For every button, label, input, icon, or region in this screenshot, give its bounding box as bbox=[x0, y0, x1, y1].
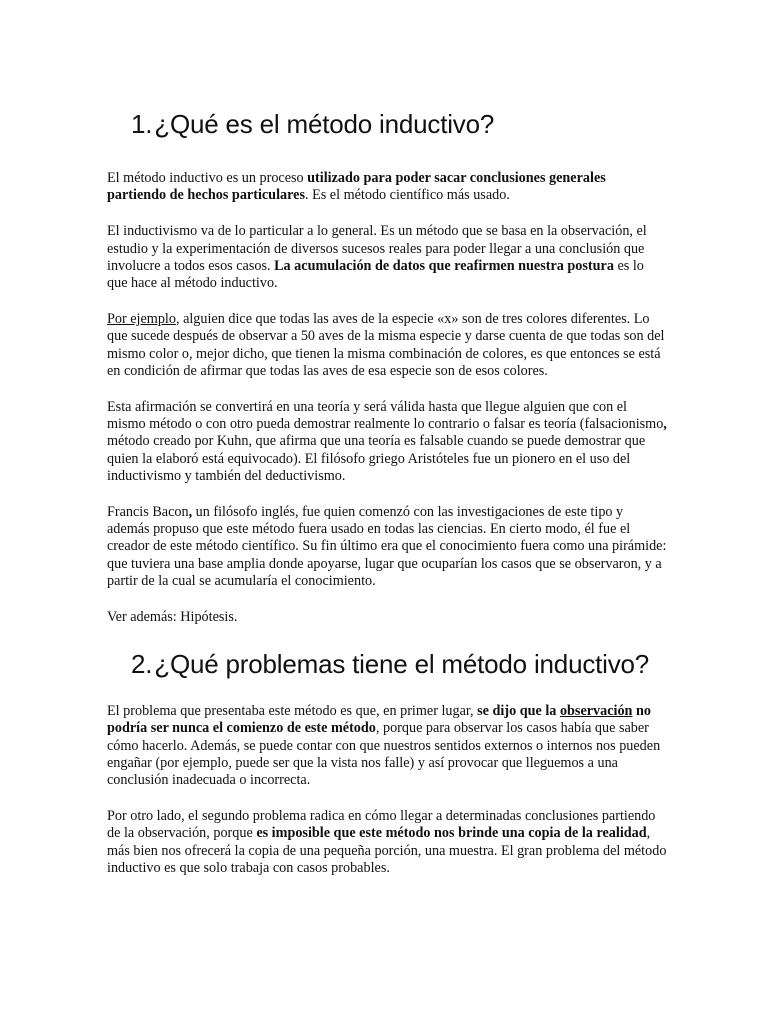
section-1-paragraph-1 bbox=[107, 170, 667, 204]
observacion-link[interactable]: observación bbox=[559, 703, 633, 720]
section-1-see-also: Ver además: Hipótesis. bbox=[107, 609, 238, 626]
section-2-title: ¿Qué problemas tiene el método inductivo? bbox=[154, 649, 650, 680]
text-run: Esta afirmación se convertirá en una teoría y será válida hasta que llegue alguien que con el mismo método o con otro pueda demostrar realmente lo contrario o falsar es teoría (falsacionismo bbox=[107, 399, 664, 433]
section-1-paragraph-2 bbox=[107, 223, 667, 292]
text-run: Por otro lado, el segundo problema radica en cómo llegar a determinadas conclusiones partiendo de la observación, porque bbox=[107, 808, 656, 842]
document-content bbox=[107, 108, 667, 896]
section-1-paragraph-5 bbox=[107, 504, 667, 590]
section-2-paragraph-2 bbox=[107, 808, 667, 877]
text-run: , porque para observar los casos había que saber cómo hacerlo. Además, se puede contar con que nuestros sentidos externos o internos nos pueden engañar (por ejemplo, puede ser que la vista nos falle) y así provocar que lleguemos a una conclusión inadecuada o incorrecta. bbox=[107, 720, 661, 789]
text-run: . Es el método científico más usado. bbox=[304, 187, 510, 204]
text-run: es lo que hace al método inductivo. bbox=[107, 257, 644, 292]
bold-text: se dijo que la bbox=[477, 703, 560, 720]
text-run: El método inductivo es un proceso bbox=[107, 170, 308, 186]
section-1-title: ¿Qué es el método inductivo? bbox=[154, 109, 495, 139]
bold-text: , bbox=[188, 504, 193, 521]
section-1-number: 1. bbox=[131, 109, 153, 139]
text-run: El inductivismo va de lo particular a lo general. Es un método que se basa en la observación, el estudio y la experimentación de diversos sucesos reales para poder llegar a una conclusión que involucre a todos esos casos. bbox=[107, 223, 647, 274]
section-1-paragraph-3 bbox=[107, 311, 667, 380]
section-1-heading bbox=[131, 108, 667, 140]
bold-text: , bbox=[663, 416, 667, 433]
bold-text: es imposible que este método nos brinde una copia de la realidad bbox=[256, 825, 647, 842]
text-run: método creado por Kuhn, que afirma que una teoría es falsable cuando se puede demostrar que quien la elaboró está equivocado). El filósofo griego Aristóteles fue un pionero en el uso del inductivismo y también del deductivismo. bbox=[107, 433, 646, 484]
text-run: , alguien dice que todas las aves de la especie «x» son de tres colores diferentes. Lo que sucede después de observar a 50 aves de la misma especie y darse cuenta de que todas son del mismo color o, mejor dicho, que tienen la misma combinación de colores, es que entonces se está en condición de afirmar que todas las aves de esa especie son de esos colores. bbox=[107, 311, 665, 379]
text-run: un filósofo inglés, fue quien comenzó con las investigaciones de este tipo y además propuso que este método fuera usado en todas las ciencias. En cierto modo, él fue el creador de este método científico. Su fin último era que el conocimiento fuera como una pirámide: que tuviera una base amplia donde apoyarse, lugar que ocuparían los casos que se observaron, y a partir de la cual se acumularía el conocimiento. bbox=[107, 504, 667, 589]
bold-text: La acumulación de datos que reafirmen nuestra postura bbox=[274, 257, 614, 274]
text-run: Francis Bacon bbox=[107, 504, 189, 521]
bold-text: no podría ser nunca el comienzo de este método bbox=[107, 703, 651, 737]
por-ejemplo-link[interactable]: Por ejemplo bbox=[107, 311, 176, 328]
section-2-paragraph-1 bbox=[107, 703, 667, 789]
text-run: El problema que presentaba este método es que, en primer lugar, bbox=[107, 703, 478, 720]
section-2-heading bbox=[131, 648, 667, 680]
section-2-number: 2. bbox=[131, 649, 153, 680]
bold-text: utilizado para poder sacar conclusiones generales partiendo de hechos particulares bbox=[107, 170, 606, 204]
text-run: , más bien nos ofrecerá la copia de una pequeña porción, una muestra. El gran problema del método inductivo es que solo trabaja con casos probables. bbox=[107, 825, 667, 876]
section-1-paragraph-4 bbox=[107, 399, 667, 485]
